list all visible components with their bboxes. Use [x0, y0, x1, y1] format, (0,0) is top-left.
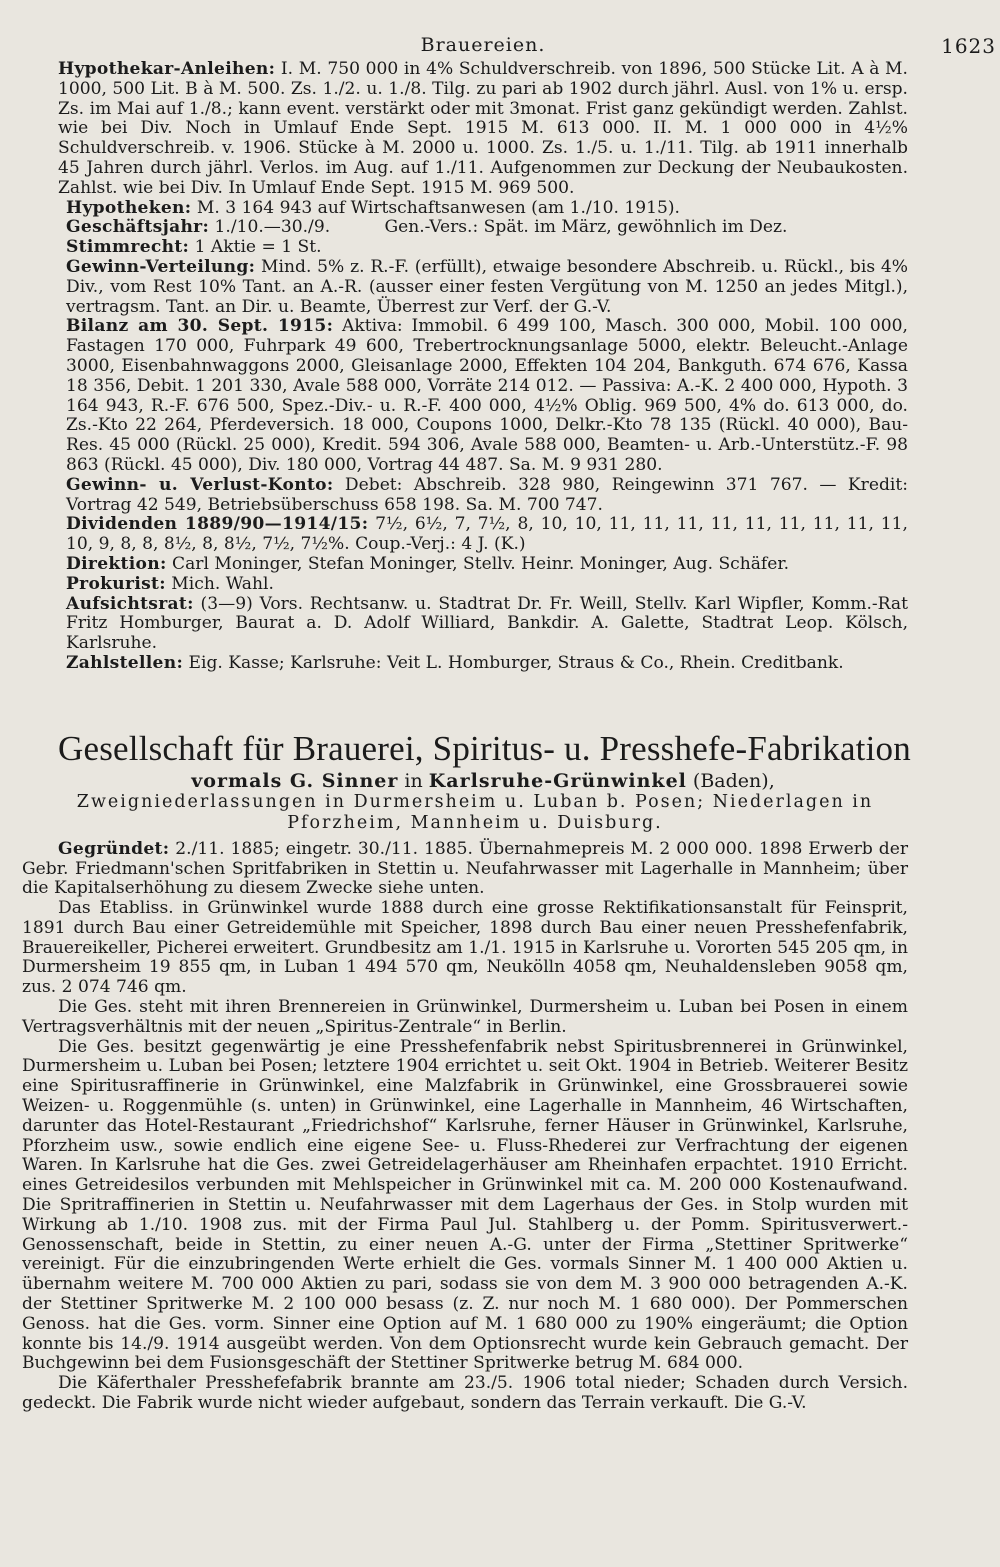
label-zahlstellen: Zahlstellen:: [66, 652, 184, 673]
label-gegruendet: Gegründet:: [58, 838, 170, 859]
label-hypotheken: Hypotheken:: [66, 197, 192, 218]
text-stimmrecht: 1 Aktie = 1 St.: [189, 237, 322, 258]
para-dividenden: [58, 515, 908, 555]
page-number: 1623: [941, 34, 996, 58]
para-hypothekar-anleihen: [58, 60, 908, 199]
text-geschaeftsjahr: 1./10.—30./9. Gen.-Vers.: Spät. im März, gewöhnlich im Dez.: [209, 217, 788, 238]
para-geschaeftsjahr: [58, 218, 908, 238]
label-stimmrecht: Stimmrecht:: [66, 237, 190, 258]
para-etabliss: Das Etabliss. in Grünwinkel wurde 1888 durch eine grosse Rektifikationsanstalt für Feinsprit, 1891 durch Bau einer Getreidemühle mit Speicher, 1898 durch Bau einer neuen Presshefenfabrik, Brauereikeller, Picherei erweitert. Grundbesitz am 1./1. 1915 in Karlsruhe u. Vororten 545 205 qm, in Durmersheim 19 855 qm, in Luban 1 494 570 qm, Neukölln 4058 qm, Neuhaldensleben 9058 qm, zus. 2 074 746 qm.: [22, 898, 908, 998]
label-bilanz: Bilanz am 30. Sept. 1915:: [66, 316, 334, 337]
company-branches: Zweigniederlassungen in Durmersheim u. Luban b. Posen; Niederlagen in Pforzheim, Mannheim u. Duisburg.: [76, 791, 874, 833]
label-direktion: Direktion:: [66, 553, 167, 574]
company-subtitle-in: in: [398, 769, 429, 792]
text-bilanz: Aktiva: Immobil. 6 499 100, Masch. 300 000, Mobil. 100 000, Fastagen 170 000, Fuhrpark 49 600, Trebertrocknungsanlage 5000, elektr. Beleucht.-Anlage 3000, Eisenbahnwaggons 2000, Gleisanlage 2000, Effekten 104 204, Bankguth. 674 676, Kassa 18 356, Debit. 1 201 330, Avale 588 000, Vorräte 214 012. — Passiva: A.-K. 2 400 000, Hypoth. 3 164 943, R.-F. 676 500, Spez.-Div.- u. R.-F. 400 000, 4½% Oblig. 969 500, 4% do. 613 000, do. Zs.-Kto 22 264, Pferdeversich. 18 000, Coupons 1000, Delkr.-Kto 78 135 (Rückl. 40 000), Bau-Res. 45 000 (Rückl. 25 000), Kredit. 594 306, Avale 588 000, Beamten- u. Arb.-Unterstütz.-F. 98 863 (Rückl. 45 000), Div. 180 000, Vortrag 44 487. Sa. M. 9 931 280.: [66, 316, 908, 475]
para-direktion: [58, 555, 908, 575]
label-gewinn-verlust: Gewinn- u. Verlust-Konto:: [66, 474, 334, 495]
para-gegruendet: [22, 840, 908, 899]
text-dividenden: 7½, 6½, 7, 7½, 8, 10, 10, 11, 11, 11, 11, 11, 11, 11, 11, 11, 10, 9, 8, 8, 8½, 8, 8½, 7½, 7½%. Coup.-Verj.: 4 J. (K.): [66, 514, 908, 555]
company-location: Karlsruhe-Grünwinkel: [428, 769, 687, 792]
text-prokurist: Mich. Wahl.: [165, 573, 274, 594]
company-subtitle: [58, 770, 908, 792]
para-stimmrecht: [58, 238, 908, 258]
para-bilanz: [58, 317, 908, 475]
label-gewinn-verteilung: Gewinn-Verteilung:: [66, 256, 256, 277]
para-gewinn-verlust: [58, 476, 908, 516]
running-title: Brauereien.: [420, 34, 546, 56]
label-geschaeftsjahr: Geschäftsjahr:: [66, 217, 210, 238]
page-header: [58, 30, 996, 60]
label-hypothekar-anleihen: Hypothekar-Anleihen:: [58, 59, 276, 79]
text-hypotheken: M. 3 164 943 auf Wirtschaftsanwesen (am 1./10. 1915).: [191, 197, 680, 218]
para-zahlstellen: [58, 654, 908, 674]
label-dividenden: Dividenden 1889/90—1914/15:: [66, 514, 369, 535]
company-title: Gesellschaft für Brauerei, Spiritus- u. Presshefe-Fabrikation: [58, 728, 911, 768]
para-kaeferthal: Die Käferthaler Presshefefabrik brannte am 23./5. 1906 total nieder; Schaden durch Versich. gedeckt. Die Fabrik wurde nicht wieder aufgebaut, sondern das Terrain verkauft. Die G.-V.: [22, 1373, 908, 1414]
company-section: [22, 840, 908, 1414]
brewery-section: [58, 60, 908, 674]
para-aufsichtsrat: [58, 595, 908, 654]
text-hypothekar-anleihen: I. M. 750 000 in 4% Schuldverschreib. von 1896, 500 Stücke Lit. A à M. 1000, 500 Lit. B à M. 500. Zs. 1./2. u. 1./8. Tilg. zu pari ab 1902 durch jährl. Ausl. von 1% u. ersp. Zs. im Mai auf 1./8.; kann event. verstärkt oder mit 3monat. Frist ganz gekündigt werden. Zahlst. wie bei Div. Noch in Umlauf Ende Sept. 1915 M. 613 000. II. M. 1 000 000 in 4½% Schuldverschreib. v. 1906. Stücke à M. 2000 u. 1000. Zs. 1./5. u. 1./11. Tilg. ab 1911 innerhalb 45 Jahren durch jährl. Verlos. im Aug. auf 1./11. Aufgenommen zur Deckung der Neubaukosten. Zahlst. wie bei Div. In Umlauf Ende Sept. 1915 M. 969 500.: [58, 59, 908, 198]
company-former-name: vormals G. Sinner: [191, 769, 399, 792]
para-besitz: Die Ges. besitzt gegenwärtig je eine Presshefenfabrik nebst Spiritusbrennerei in Grünwinkel, Durmersheim u. Luban bei Posen; letztere 1904 errichtet u. seit Okt. 1904 in Betrieb. Weiterer Besitz eine Spiritusraffinerie in Grünwinkel, eine Malzfabrik in Grünwinkel, eine Grossbrauerei sowie Weizen- u. Roggenmühle (s. unten) in Grünwinkel, eine Lagerhalle in Mannheim, 46 Wirtschaften, darunter das Hotel-Restaurant „Friedrichshof“ Karlsruhe, ferner Häuser in Grünwinkel, Karlsruhe, Pforzheim usw., sowie endlich eine eigene See- u. Fluss-Rhederei zur Verfrachtung der eigenen Waren. In Karlsruhe hat die Ges. zwei Getreidelagerhäuser am Rheinhafen erpachtet. 1910 Erricht. eines Getreidesilos verbunden mit Mehlspeicher in Grünwinkel mit ca. M. 200 000 Kostenaufwand. Die Spritraffinerien in Stettin u. Neufahrwasser mit dem Lagerhaus der Ges. in Stolp wurden mit Wirkung ab 1./10. 1908 zus. mit der Firma Paul Jul. Stahlberg u. der Pomm. Spiritusverwert.-Genossenschaft, beide in Stettin, zu einer neuen A.-G. unter der Firma „Stettiner Spritwerke“ vereinigt. Für die einzubringenden Werte erhielt die Ges. vormals Sinner M. 1 400 000 Aktien u. übernahm weitere M. 700 000 Aktien zu pari, sodass sie von dem M. 3 900 000 betragenden A.-K. der Stettiner Spritwerke M. 2 100 000 besass (z. Z. nur noch M. 1 680 000). Der Pommerschen Genoss. hat die Ges. vorm. Sinner eine Option auf M. 1 680 000 zu 190% eingeräumt; die Option konnte bis 14./9. 1914 ausgeübt werden. Von dem Optionsrecht wurde kein Gebrauch gemacht. Der Buchgewinn bei dem Fusionsgeschäft der Stettiner Spritwerke betrug M. 684 000.: [22, 1036, 908, 1374]
text-zahlstellen: Eig. Kasse; Karlsruhe: Veit L. Homburger, Straus & Co., Rhein. Creditbank.: [183, 652, 844, 673]
para-gewinn-verteilung: [58, 258, 908, 317]
company-region: (Baden),: [686, 769, 775, 792]
text-aufsichtsrat: (3—9) Vors. Rechtsanw. u. Stadtrat Dr. Fr. Weill, Stellv. Karl Wipfler, Komm.-Rat Fritz Homburger, Baurat a. D. Adolf Williard, Bankdir. A. Galette, Stadtrat Leop. Kölsch, Karlsruhe.: [66, 593, 908, 654]
text-gegruendet: 2./11. 1885; eingetr. 30./11. 1885. Übernahmepreis M. 2 000 000. 1898 Erwerb der Gebr. Friedmann'schen Spritfabriken in Stettin u. Neufahrwasser mit Lagerhalle in Mannheim; über die Kapitalserhöhung zu diesem Zwecke siehe unten.: [22, 838, 908, 899]
label-prokurist: Prokurist:: [66, 573, 166, 594]
para-hypotheken: [58, 199, 908, 219]
text-gewinn-verteilung: Mind. 5% z. R.-F. (erfüllt), etwaige besondere Abschreib. u. Rückl., bis 4% Div., vom Rest 10% Tant. an A.-R. (ausser einer festen Vergütung von M. 1250 an jedes Mitgl.), vertragsm. Tant. an Dir. u. Beamte, Überrest zur Verf. der G.-V.: [66, 256, 908, 317]
text-direktion: Carl Moninger, Stefan Moninger, Stellv. Heinr. Moninger, Aug. Schäfer.: [166, 553, 790, 574]
para-prokurist: [58, 575, 908, 595]
label-aufsichtsrat: Aufsichtsrat:: [66, 593, 194, 614]
para-vertragsverhaeltnis: Die Ges. steht mit ihren Brennereien in Grünwinkel, Durmersheim u. Luban bei Posen in einem Vertragsverhältnis mit der neuen „Spiritus-Zentrale“ in Berlin.: [22, 997, 908, 1037]
text-gewinn-verlust: Debet: Abschreib. 328 980, Reingewinn 371 767. — Kredit: Vortrag 42 549, Betriebsüberschuss 658 198. Sa. M. 700 747.: [66, 474, 908, 515]
